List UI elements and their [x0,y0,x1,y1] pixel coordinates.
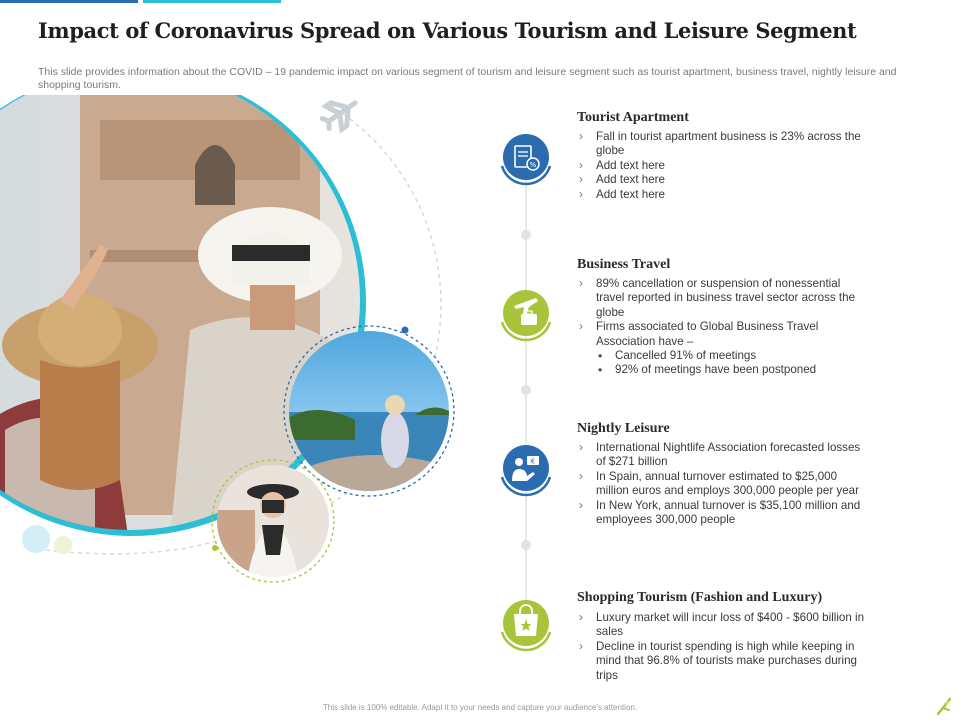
bullet-item: › Add text here [577,173,867,187]
page-title: Impact of Coronavirus Spread on Various Tourism and Leisure Segment [38,18,857,43]
timeline-dot [521,230,531,240]
document-percent-icon [502,134,550,184]
bullet-item: › Add text here [577,188,867,202]
bullet-item: › 89% cancellation or suspension of nonessential travel reported in business travel sector across the globe [577,277,867,320]
segment-title-nightly-leisure: Nightly Leisure [577,421,670,436]
footer-note: This slide is 100% editable. Adapt it to your needs and capture your audience's attention. [322,703,638,712]
airplane-briefcase-icon [502,290,550,340]
travel-photo-collage [0,95,470,625]
bullet-item: › In Spain, annual turnover estimated to $25,000 million euros and employs 300,000 people per year [577,470,867,499]
camera-girl-photo [215,465,335,590]
segment-bullets-business-travel [577,277,867,378]
bullet-item: › Decline in tourist spending is high while keeping in mind that 96.8% of tourists make purchases during trips [577,640,867,683]
bullet-item: › Luxury market will incur loss of $400 - $600 billion in sales [577,611,867,640]
timeline-dot [521,385,531,395]
decorative-dot [54,536,72,554]
svg-text:€: € [530,457,536,466]
timeline-dot [521,540,531,550]
sub-bullet-item: • Cancelled 91% of meetings [577,349,867,363]
segment-bullets-shopping-tourism [577,611,867,683]
segment-bullets-nightly-leisure [577,441,867,527]
segment-title-business-travel: Business Travel [577,257,671,272]
svg-text:%: % [529,161,537,169]
bullet-item: › Fall in tourist apartment business is 23% across the globe [577,130,867,159]
bullet-item: › Add text here [577,159,867,173]
slide-description: This slide provides information about the COVID – 19 pandemic impact on various segment of tourism and leisure segment such as tourist apartment, business travel, nightly leisure and shopping tourism. [38,66,897,91]
segment-title-shopping-tourism: Shopping Tourism (Fashion and Luxury) [577,590,823,605]
bullet-item: › International Nightlife Association forecasted losses of $271 billion [577,441,867,470]
top-accent-bar-left [0,0,138,3]
airplane-icon [318,95,364,135]
shopping-bag-icon [502,600,550,650]
person-presentation-icon [502,445,550,495]
bullet-item: › In New York, annual turnover is $35,100 million and employees 300,000 people [577,499,867,528]
brand-logo-icon [934,696,954,716]
decorative-dot [22,525,50,553]
sub-bullet-item: • 92% of meetings have been postponed [577,363,867,377]
bullet-item: › Firms associated to Global Business Travel Association have – [577,320,867,349]
segment-bullets-tourist-apartment [577,130,867,202]
segment-title-tourist-apartment: Tourist Apartment [577,110,689,125]
main-tourists-photo [0,95,370,550]
top-accent-bar-right [143,0,281,3]
segment-timeline [490,95,570,695]
